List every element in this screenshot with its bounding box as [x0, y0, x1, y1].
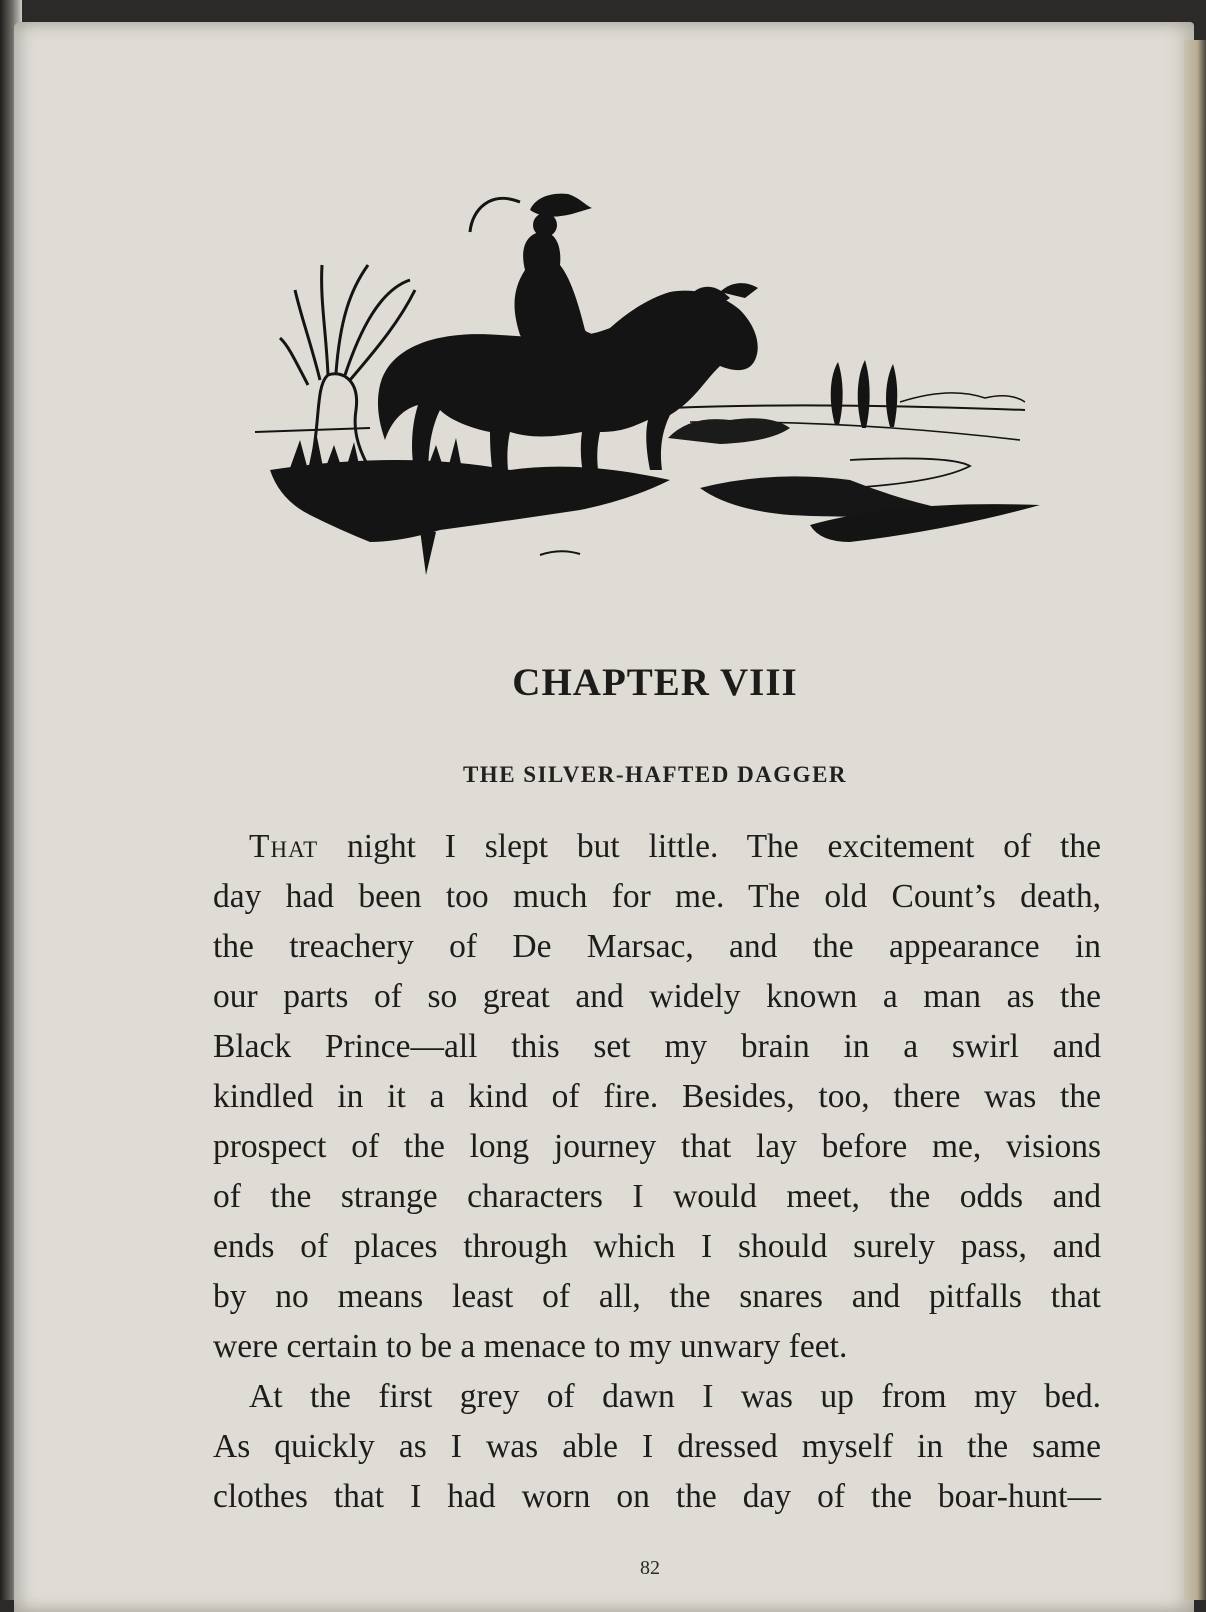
text-line: were certain to be a menace to my unwary feet. — [213, 1328, 848, 1365]
page-stack-edge — [1184, 40, 1206, 1600]
text-line: kindled in it a kind of fire. Besides, too, there was the — [213, 1078, 1101, 1115]
text-line: At the first grey of dawn I was up from my bed. — [249, 1378, 1101, 1415]
chapter-body-text — [213, 822, 1101, 1522]
page-number: 82 — [640, 1557, 660, 1579]
text-line: ends of places through which I should surely pass, and — [213, 1228, 1101, 1265]
text-line: by no means least of all, the snares and pitfalls that — [213, 1278, 1101, 1315]
text-line: As quickly as I was able I dressed myself in the same — [213, 1428, 1101, 1465]
text-line: our parts of so great and widely known a man as the — [213, 978, 1101, 1015]
text-line: That night I slept but little. The excitement of the — [249, 828, 1101, 865]
text-line: prospect of the long journey that lay before me, visions — [213, 1128, 1101, 1165]
lead-word: That — [249, 828, 319, 865]
chapter-title: CHAPTER VIII — [512, 661, 798, 704]
poplar-trees — [831, 360, 898, 428]
text-line: Black Prince—all this set my brain in a swirl and — [213, 1028, 1101, 1065]
horse-rider-illustration — [250, 170, 1050, 590]
text-line: the treachery of De Marsac, and the appearance in — [213, 928, 1101, 965]
text-line: clothes that I had worn on the day of the boar-hunt— — [213, 1478, 1101, 1515]
chapter-subtitle: THE SILVER-HAFTED DAGGER — [462, 762, 848, 787]
text-line: day had been too much for me. The old Count’s death, — [213, 878, 1101, 915]
text-line: of the strange characters I would meet, the odds and — [213, 1178, 1101, 1215]
